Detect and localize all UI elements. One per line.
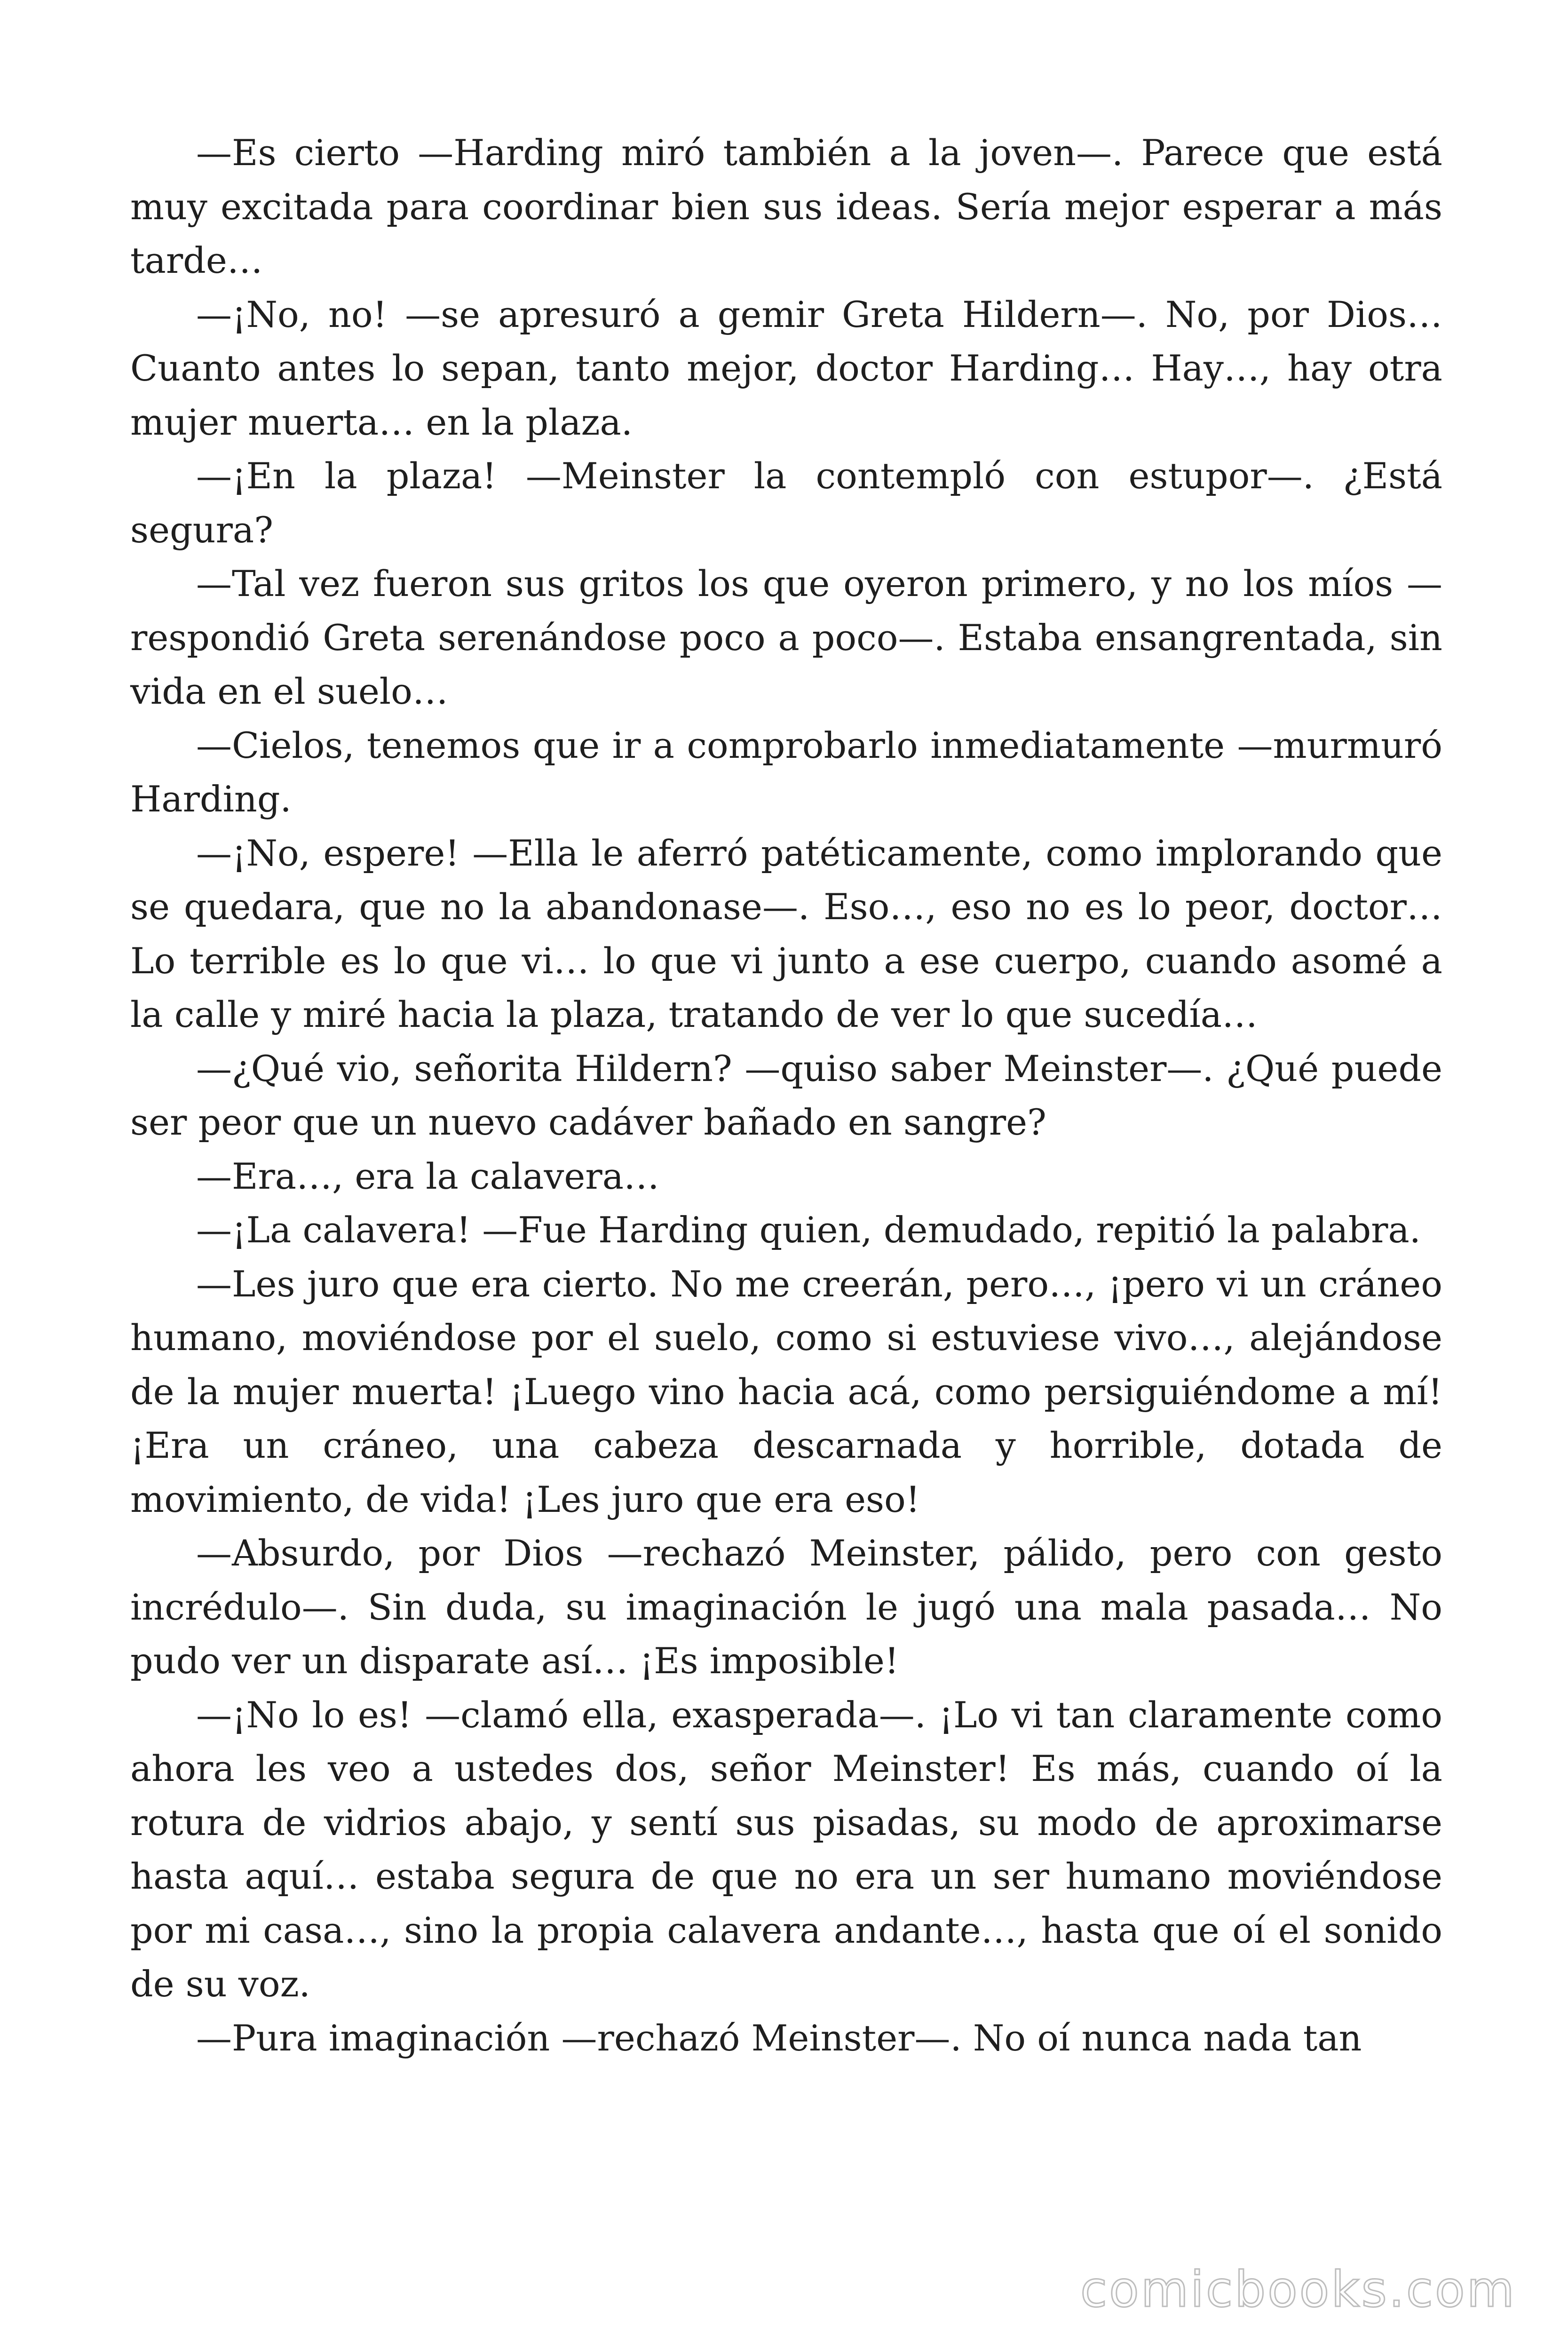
paragraph: —Pura imaginación —rechazó Meinster—. No oí nunca nada tan — [196, 2017, 1362, 2059]
paragraph: —¿Qué vio, señorita Hildern? —quiso saber Meinster—. ¿Qué puede ser peor que un nuevo cadáver bañado en sangre? — [130, 1047, 1442, 1143]
paragraph: —¡No, no! —se apresuró a gemir Greta Hildern—. No, por Dios… Cuanto antes lo sepan, tanto mejor, doctor Harding… Hay…, hay otra mujer muerta… en la plaza. — [130, 293, 1442, 443]
paragraph: —¡En la plaza! —Meinster la contempló con estupor—. ¿Está segura? — [130, 455, 1442, 551]
paragraph: —Tal vez fueron sus gritos los que oyeron primero, y no los míos —respondió Greta serenándose poco a poco—. Estaba ensangrentada, sin vida en el suelo… — [130, 563, 1442, 712]
paragraph: —Es cierto —Harding miró también a la joven—. Parece que está muy excitada para coordinar bien sus ideas. Sería mejor esperar a más tarde… — [130, 132, 1442, 281]
paragraph: —¡La calavera! —Fue Harding quien, demudado, repitió la palabra. — [196, 1209, 1421, 1251]
paragraph: —Cielos, tenemos que ir a comprobarlo inmediatamente —murmuró Harding. — [130, 724, 1442, 820]
paragraph: —¡No, espere! —Ella le aferró patéticamente, como implorando que se quedara, que no la abandonase—. Eso…, eso no es lo peor, doctor… Lo terrible es lo que vi… lo que vi junto a ese cuerpo, cuando asomé a la calle y miré hacia la plaza, tratando de ver lo que sucedía… — [130, 832, 1442, 1035]
paragraph: —Era…, era la calavera… — [196, 1155, 660, 1197]
paragraph: —¡No lo es! —clamó ella, exasperada—. ¡Lo vi tan claramente como ahora les veo a ustedes dos, señor Meinster! Es más, cuando oí la rotura de vidrios abajo, y sentí sus pisadas, su modo de aproximarse hasta aquí… estaba segura de que no era un ser humano moviéndose por mi casa…, sino la propia calavera andante…, hasta que oí el sonido de su voz. — [130, 1693, 1442, 2005]
body-text — [130, 126, 1442, 2065]
watermark-text: comicbooks.com — [1080, 2261, 1516, 2318]
paragraph: —Absurdo, por Dios —rechazó Meinster, pálido, pero con gesto incrédulo—. Sin duda, su imaginación le jugó una mala pasada… No pudo ver un disparate así… ¡Es imposible! — [130, 1532, 1442, 1682]
paragraph: —Les juro que era cierto. No me creerán, pero…, ¡pero vi un cráneo humano, moviéndose por el suelo, como si estuviese vivo…, alejándose de la mujer muerta! ¡Luego vino hacia acá, como persiguiéndome a mí! ¡Era un cráneo, una cabeza descarnada y horrible, dotada de movimiento, de vida! ¡Les juro que era eso! — [130, 1263, 1442, 1520]
